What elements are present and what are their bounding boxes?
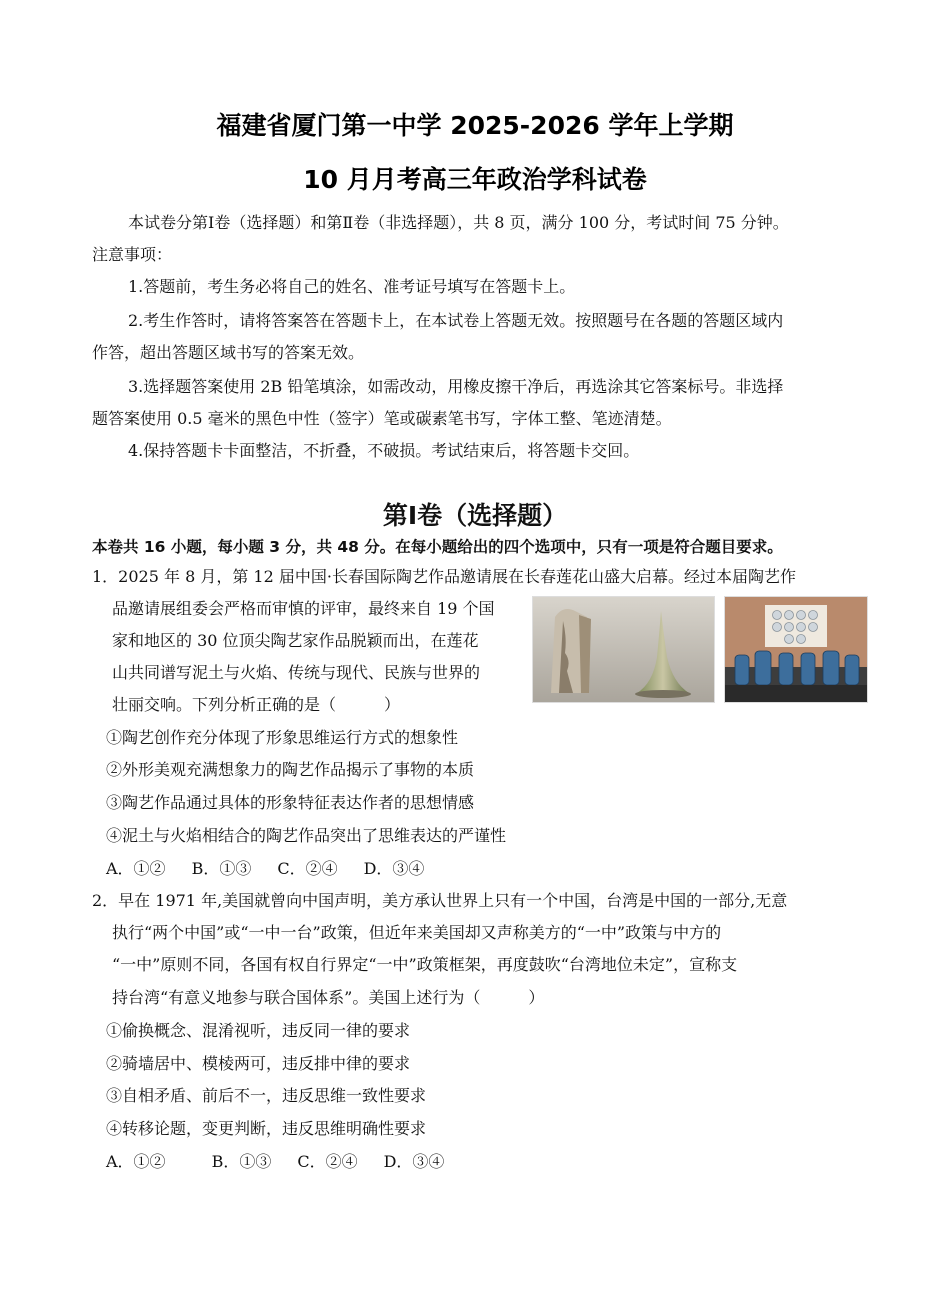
q1-choice-a: A．①② bbox=[106, 859, 166, 878]
notice-4: 4.保持答题卡卡面整洁，不折叠，不破损。考试结束后，将答题卡交回。 bbox=[128, 441, 640, 460]
exhibition-display-photo bbox=[724, 596, 868, 703]
ceramic-artwork-photo bbox=[532, 596, 715, 703]
exam-subtitle: 10 月月考高三年政治学科试卷 bbox=[303, 165, 647, 194]
q2-option-4: ④转移论题，变更判断，违反思维明确性要求 bbox=[106, 1119, 427, 1138]
intro-text: 本试卷分第Ⅰ卷（选择题）和第Ⅱ卷（非选择题），共 8 页，满分 100 分，考试时间 75 分钟。 bbox=[128, 213, 789, 232]
q2-option-2: ②骑墙居中、模棱两可，违反排中律的要求 bbox=[106, 1054, 411, 1073]
q1-option-4: ④泥土与火焰相结合的陶艺作品突出了思维表达的严谨性 bbox=[106, 826, 507, 845]
notice-3: 3.选择题答案使用 2B 铅笔填涂，如需改动，用橡皮擦干净后，再选涂其它答案标号。非选择 bbox=[128, 377, 784, 396]
q2-option-3: ③自相矛盾、前后不一，违反思维一致性要求 bbox=[106, 1086, 427, 1105]
q2-choice-b: B．①③ bbox=[211, 1152, 272, 1171]
q2-stem-line-2: 执行“两个中国”或“一中一台”政策，但近年来美国却又声称美方的“一中”政策与中方的 bbox=[112, 923, 722, 942]
notice-3-cont: 题答案使用 0.5 毫米的黑色中性（签字）笔或碳素笔书写，字体工整、笔迹清楚。 bbox=[92, 409, 672, 428]
q1-option-2: ②外形美观充满想象力的陶艺作品揭示了事物的本质 bbox=[106, 760, 475, 779]
q1-stem-line-2: 品邀请展组委会严格而审慎的评审，最终来自 19 个国 bbox=[112, 599, 495, 618]
q2-stem-line-3: “一中”原则不同，各国有权自行界定“一中”政策框架，再度鼓吹“台湾地位未定”，宣称支 bbox=[112, 955, 738, 974]
q2-choice-c: C．②④ bbox=[297, 1152, 358, 1171]
q1-choices bbox=[106, 858, 450, 880]
q1-choice-b: B．①③ bbox=[191, 859, 252, 878]
q1-stem-line-3: 家和地区的 30 位顶尖陶艺家作品脱颖而出，在莲花 bbox=[112, 631, 479, 650]
section-title: 第Ⅰ卷（选择题） bbox=[382, 501, 568, 530]
section-note: 本卷共 16 小题，每小题 3 分，共 48 分。在每小题给出的四个选项中，只有一项是符合题目要求。 bbox=[92, 538, 783, 556]
q2-stem-line-1: 2．早在 1971 年,美国就曾向中国声明，美方承认世界上只有一个中国，台湾是中国的一部分,无意 bbox=[92, 891, 788, 910]
q1-stem-line-1: 1．2025 年 8 月，第 12 届中国·长春国际陶艺作品邀请展在长春莲花山盛大启幕。经过本届陶艺作 bbox=[92, 567, 796, 586]
q1-choice-c: C．②④ bbox=[277, 859, 338, 878]
q1-stem-line-5: 壮丽交响。下列分析正确的是（ ） bbox=[112, 695, 401, 714]
q1-stem-line-4: 山共同谱写泥土与火焰、传统与现代、民族与世界的 bbox=[112, 663, 481, 682]
q1-option-1: ①陶艺创作充分体现了形象思维运行方式的想象性 bbox=[106, 728, 459, 747]
notice-1: 1.答题前，考生务必将自己的姓名、准考证号填写在答题卡上。 bbox=[128, 277, 576, 296]
q2-choice-d: D．③④ bbox=[383, 1152, 445, 1171]
exam-title: 福建省厦门第一中学 2025-2026 学年上学期 bbox=[216, 111, 734, 140]
q2-stem-line-4: 持台湾“有意义地参与联合国体系”。美国上述行为（ ） bbox=[112, 988, 545, 1007]
notice-2: 2.考生作答时，请将答案答在答题卡上，在本试卷上答题无效。按照题号在各题的答题区域内 bbox=[128, 311, 784, 330]
notice-title: 注意事项： bbox=[92, 245, 173, 264]
q2-choices bbox=[106, 1151, 470, 1173]
q2-choice-a: A．①② bbox=[106, 1152, 166, 1171]
q2-option-1: ①偷换概念、混淆视听，违反同一律的要求 bbox=[106, 1021, 411, 1040]
q1-option-3: ③陶艺作品通过具体的形象特征表达作者的思想情感 bbox=[106, 793, 475, 812]
notice-2-cont: 作答，超出答题区域书写的答案无效。 bbox=[92, 343, 365, 362]
q1-choice-d: D．③④ bbox=[363, 859, 425, 878]
